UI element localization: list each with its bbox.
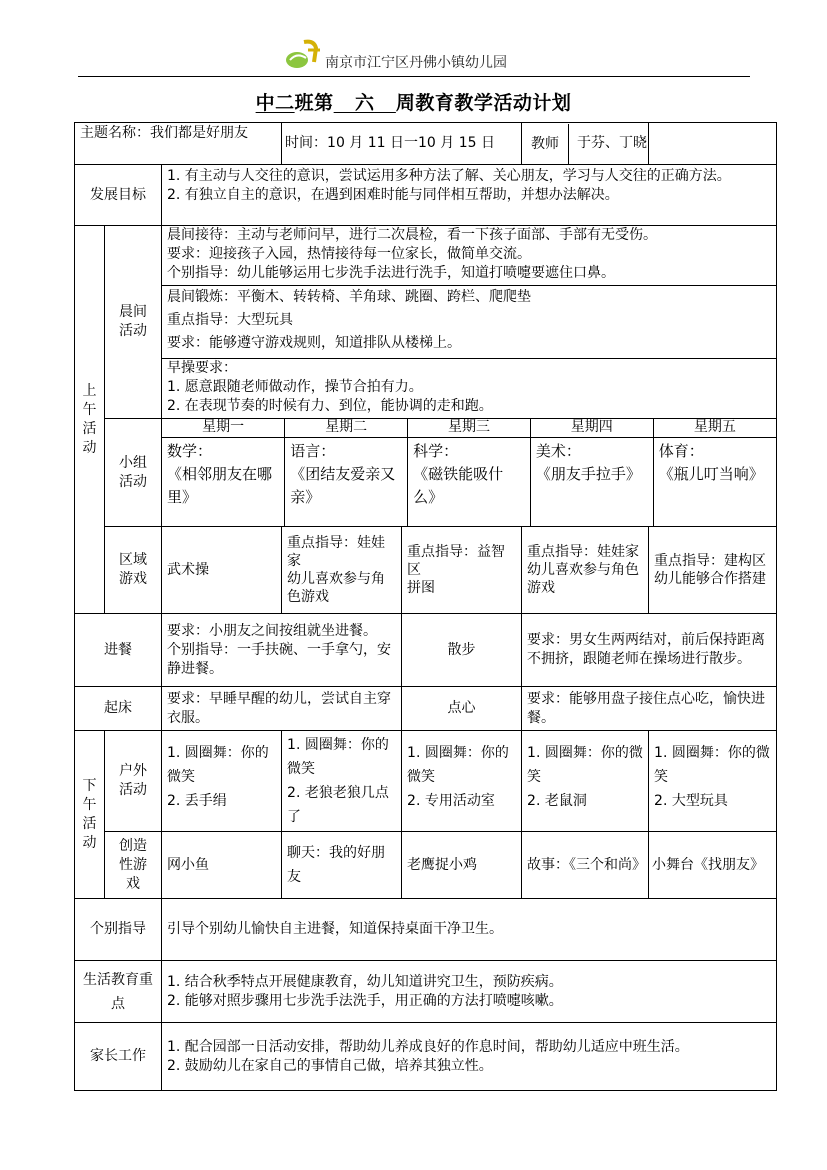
parents-text: 1. 配合园部一日活动安排，帮助幼儿养成良好的作息时间，帮助幼儿适应中班生活。 2. 鼓励幼儿在家自己的事情自己做，培养其独立性。 <box>162 1023 777 1091</box>
morning-activity-label: 晨间活动 <box>105 226 162 419</box>
life-row <box>75 961 777 1023</box>
area-row <box>75 527 777 614</box>
wake-row <box>75 687 777 731</box>
creative-day-3: 老鹰捉小鸡 <box>402 832 522 899</box>
life-text: 1. 结合秋季特点开展健康教育，幼儿知道讲究卫生，预防疾病。 2. 能够对照步骤用七步洗手法洗手，用正确的方法打喷嚏咳嗽。 <box>162 961 777 1023</box>
outdoor-day-3: 1. 圆圈舞：你的微笑 2. 专用活动室 <box>402 731 522 832</box>
area-day-2: 重点指导：娃娃家 幼儿喜欢参与角色游戏 <box>282 527 402 614</box>
group-day-2: 语言： 《团结友爱亲又亲》 <box>285 437 408 526</box>
info-row <box>75 123 777 165</box>
group-label: 小组活动 <box>105 419 162 527</box>
meal-text: 要求：小朋友之间按组就坐进餐。 个别指导：一手扶碗、一手拿勺，安静进餐。 <box>162 614 402 687</box>
weekday-5: 星期五 <box>653 419 776 437</box>
parents-row <box>75 1023 777 1091</box>
area-day-3: 重点指导：益智区 拼图 <box>402 527 522 614</box>
creative-label: 创造性游戏 <box>105 832 162 899</box>
time-cell: 时间：10 月 11 日一10 月 15 日 <box>282 123 522 165</box>
wake-text: 要求：早睡早醒的幼儿，尝试自主穿衣服。 <box>162 687 402 731</box>
school-logo-icon <box>284 38 322 70</box>
drill-text: 早操要求： 1. 愿意跟随老师做动作，操节合拍有力。 2. 在表现节奏的时候有力、到位，能协调的走和跑。 <box>162 359 777 419</box>
class-name: 中二 <box>255 92 295 114</box>
individual-row <box>75 899 777 961</box>
drill-row <box>75 359 777 419</box>
group-day-1: 数学： 《相邻朋友在哪里》 <box>162 437 285 526</box>
group-day-3: 科学： 《磁铁能吸什么》 <box>408 437 531 526</box>
morning-label: 上午活动 <box>75 226 105 614</box>
parents-label: 家长工作 <box>75 1023 162 1091</box>
creative-day-5: 小舞台《找朋友》 <box>649 832 777 899</box>
theme-cell: 主题名称：我们都是好朋友 <box>75 123 282 165</box>
exercise-text: 晨间锻炼：平衡木、转转椅、羊角球、跳圈、跨栏、爬爬垫 重点指导：大型玩具 要求：能够遵守游戏规则，知道排队从楼梯上。 <box>162 286 777 359</box>
wake-label: 起床 <box>75 687 162 731</box>
weekday-4: 星期四 <box>530 419 653 437</box>
walk-text: 要求：男女生两两结对，前后保持距离不拥挤，跟随老师在操场进行散步。 <box>522 614 777 687</box>
exercise-row <box>75 286 777 359</box>
plan-table <box>74 122 777 1091</box>
creative-day-4: 故事：《三个和尚》 <box>522 832 649 899</box>
meal-label: 进餐 <box>75 614 162 687</box>
individual-label: 个别指导 <box>75 899 162 961</box>
teacher-names: 于芬、丁晓 <box>577 135 648 151</box>
outdoor-day-2: 1. 圆圈舞：你的微笑 2. 老狼老狼几点了 <box>282 731 402 832</box>
outdoor-day-5: 1. 圆圈舞：你的微笑 2. 大型玩具 <box>649 731 777 832</box>
area-day-4: 重点指导：娃娃家 幼儿喜欢参与角色游戏 <box>522 527 649 614</box>
snack-text: 要求：能够用盘子接住点心吃，愉快进餐。 <box>522 687 777 731</box>
week-number: 六 <box>355 92 375 114</box>
weekday-3: 星期三 <box>408 419 531 437</box>
area-label: 区域游戏 <box>105 527 162 614</box>
page-title <box>0 88 827 115</box>
outdoor-label: 户外活动 <box>105 731 162 832</box>
weekday-1: 星期一 <box>162 419 285 437</box>
outdoor-day-4: 1. 圆圈舞：你的微笑 2. 老鼠洞 <box>522 731 649 832</box>
group-day-5: 体育： 《瓶儿叮当响》 <box>653 437 776 526</box>
outdoor-day-1: 1. 圆圈舞：你的微笑 2. 丢手绢 <box>162 731 282 832</box>
snack-label: 点心 <box>402 687 522 731</box>
group-day-4: 美术： 《朋友手拉手》 <box>530 437 653 526</box>
walk-label: 散步 <box>402 614 522 687</box>
reception-text: 晨间接待：主动与老师问早，进行二次晨检，看一下孩子面部、手部有无受伤。 要求：迎接孩子入园，热情接待每一位家长，做简单交流。 个别指导：幼儿能够运用七步洗手法进行洗手，知道打喷嚏要遮住口鼻。 <box>162 226 777 286</box>
goals-label: 发展目标 <box>75 165 162 226</box>
title-ban: 班第 <box>294 92 334 114</box>
school-name: 南京市江宁区丹佛小镇幼儿园 <box>325 55 507 71</box>
area-day-1: 武术操 <box>162 527 282 614</box>
goals-row <box>75 165 777 226</box>
creative-row <box>75 832 777 899</box>
title-rest: 周教育教学活动计划 <box>395 92 572 114</box>
group-row <box>75 419 777 527</box>
life-label: 生活教育重 点 <box>75 961 162 1023</box>
goals-text: 1. 有主动与人交往的意识，尝试运用多种方法了解、关心朋友，学习与人交往的正确方法。 2. 有独立自主的意识，在遇到困难时能与同伴相互帮助，并想办法解决。 <box>162 165 777 226</box>
weekday-2: 星期二 <box>285 419 408 437</box>
meal-row <box>75 614 777 687</box>
page-header <box>78 38 750 77</box>
outdoor-row <box>75 731 777 832</box>
area-day-5: 重点指导：建构区 幼儿能够合作搭建 <box>649 527 777 614</box>
reception-row <box>75 226 777 286</box>
creative-day-1: 网小鱼 <box>162 832 282 899</box>
afternoon-label: 下午活动 <box>75 731 105 899</box>
teacher-label: 教师 <box>522 124 569 164</box>
creative-day-2: 聊天：我的好朋友 <box>282 832 402 899</box>
individual-text: 引导个别幼儿愉快自主进餐，知道保持桌面干净卫生。 <box>162 899 777 961</box>
